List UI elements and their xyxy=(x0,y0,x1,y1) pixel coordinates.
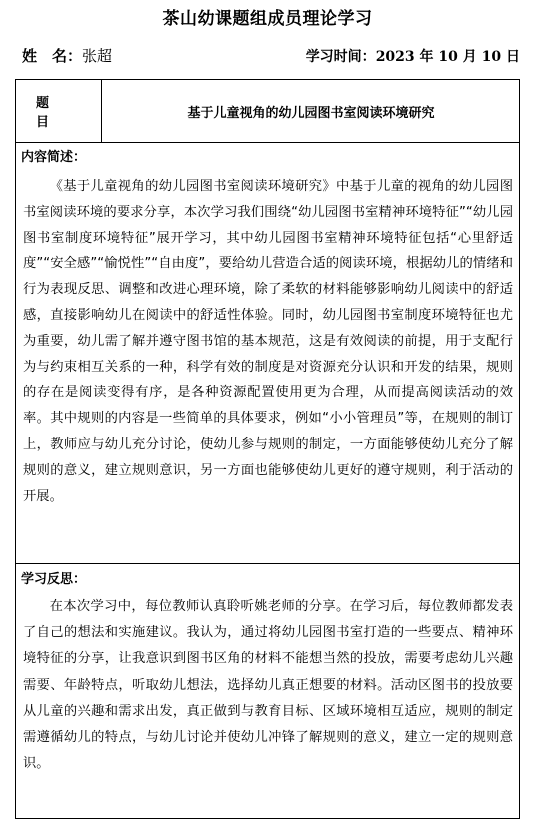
summary-section xyxy=(16,143,519,564)
name-label: 姓 名： xyxy=(22,47,83,65)
study-date xyxy=(306,47,520,67)
date-value: 2023 年 10 月 10 日 xyxy=(375,49,520,65)
date-label: 学习时间： xyxy=(305,49,376,65)
name-value: 张超 xyxy=(82,47,113,65)
topic-label: 题目 xyxy=(16,80,102,142)
summary-text: 《基于儿童视角的幼儿园图书室阅读环境研究》中基于儿童的视角的幼儿园图书室阅读环境的要求分享，本次学习我们围绕“幼儿园图书室精神环境特征”“幼儿园图书室制度环境特征”展开学习，其中幼儿园图书室精神环境特征包括“心里舒适度”“安全感”“愉悦性”“自由度”，要给幼儿营造合适的阅读环境，根据幼儿的情绪和行为表现反思、调整和改进心理环境，除了柔软的材料能够影响幼儿阅读中的舒适感，直接影响幼儿在阅读中的舒适性体验。同时，幼儿园图书室制度环境特征也尤为重要，幼儿需了解并遵守图书馆的基本规范，这是有效阅读的前提，用于支配行为与约束相互关系的一种，科学有效的制度是对资源充分认识和开发的结果，规则的存在是阅读变得有序，是各种资源配置使用更为合理，从而提高阅读活动的效率。其中规则的内容是一些简单的具体要求，例如“小小管理员”等，在规则的制订上，教师应与幼儿充分讨论，使幼儿参与规则的制定，一方面能够使幼儿充分了解规则的意义，建立规则意识，另一方面也能够使幼儿更好的遵守规则，利于活动的开展。 xyxy=(23,179,513,504)
reflection-section xyxy=(16,565,519,818)
summary-label: 内容简述： xyxy=(21,150,87,165)
reflection-label: 学习反思： xyxy=(21,572,87,587)
study-record-table xyxy=(15,79,520,819)
topic-row xyxy=(16,80,519,143)
reflection-text: 在本次学习中，每位教师认真聆听姚老师的分享。在学习后，每位教师都发表了自己的想法和实施建议。我认为，通过将幼儿园图书室打造的一些要点、精神环境特征的分享，让我意识到图书区角的材料不能想当然的投放，需要考虑幼儿兴趣需要、年龄特点，听取幼儿想法，选择幼儿真正想要的材料。活动区图书的投放要从儿童的兴趣和需求出发，真正做到与教育目标、区域环境相互适应，规则的制定需遵循幼儿的特点，与幼儿讨论并使幼儿冲锋了解规则的意义，建立一定的规则意识。 xyxy=(23,599,513,772)
topic-value: 基于儿童视角的幼儿园图书室阅读环境研究 xyxy=(187,105,435,121)
student-name xyxy=(22,45,112,67)
document-title: 茶山幼课题组成员理论学习 xyxy=(162,9,373,29)
